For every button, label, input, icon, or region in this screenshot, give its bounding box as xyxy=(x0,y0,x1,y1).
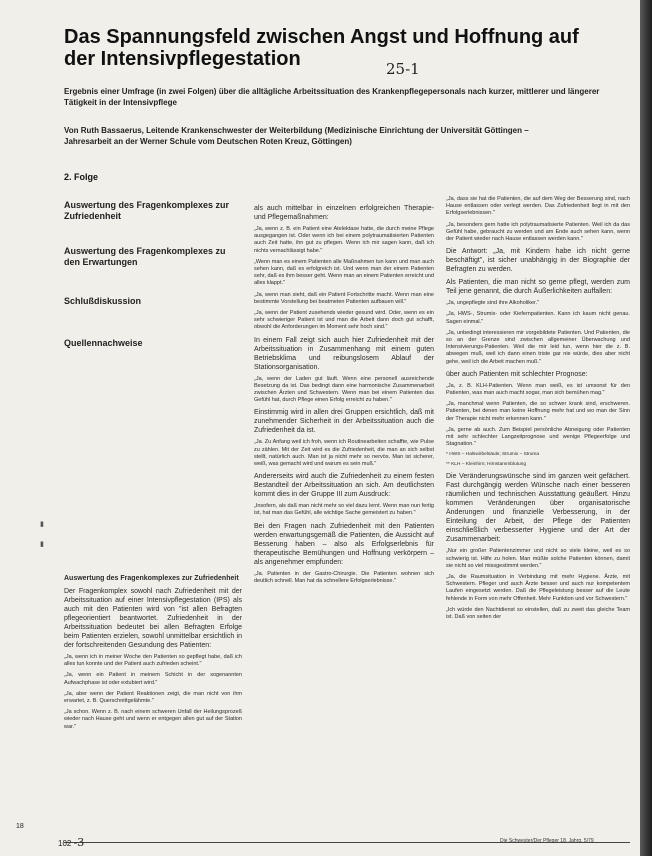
body-paragraph: Bei den Fragen nach Zufriedenheit mit den Patienten werden erwartungsgemäß die Patienten, die Aussicht auf Besserung haben – also als Erfolgserlebnis für therapeutische Bemühungen und Hoffnung verkörpern – als angenehmer empfunden: xyxy=(254,522,434,566)
column-3 xyxy=(446,196,630,836)
article-subtitle: Ergebnis einer Umfrage (in zwei Folgen) über die alltägliche Arbeitssituation des Krankenpflegepersonals nach kurzer, mittlerer und längerer Tätigkeit in der Intensivpflege xyxy=(64,87,600,107)
section-heading: Auswertung des Fragenkomplexes zur Zufriedenheit xyxy=(64,575,239,582)
quote: „Ja. Zu Anfang weil ich froh, wenn ich Routinearbeiten schaffte, wie Pulse zu zählen. Mit der Zeit wird es die Zufriedenheit, die man an sich selbst stellt, natürlich auch. Man ist ja nicht mehr so nervös. Man ist sicherer, weiß, was gemacht wird und warum es sein muß." xyxy=(254,439,434,468)
body-paragraph: Die Antwort: „Ja, mit Kindern habe ich nicht gerne beschäftigt", ist sicher unabhängig in der Biographie der Befragten zu werden. xyxy=(446,248,630,274)
toc-item-zufriedenheit: Auswertung des Fragenkomplexes zur Zufriedenheit xyxy=(64,200,230,221)
toc-item-schlussdiskussion: Schlußdiskussion xyxy=(64,296,142,306)
body-paragraph: als auch mittelbar in einzelnen erfolgreichen Therapie- und Pflegemaßnahmen: xyxy=(254,205,434,221)
quote: „Ja, manchmal wenn Patienten, die so schwer krank sind, erschweren. Patienten, bei denen man keine Hoffnung mehr hat und wo man der Sinn der Therapie nicht mehr erkennen kann." xyxy=(446,401,630,422)
column-1 xyxy=(64,574,242,838)
scan-shadow-edge xyxy=(640,0,652,856)
quote: „Ja, dass sie hat die Patienten, die auf dem Weg der Besserung sind, nach Hause entlassen oder verlegt werden. Das Zufriedenheit liegt in mit den Erfolgserlebnissen." xyxy=(446,196,630,217)
quote: „Ja schon. Wenn z. B. nach einem schweren Unfall der Heilungsprozeß wieder nach Hause geht und wenn er entgegen allen gut auf der Station war." xyxy=(64,709,242,730)
quote: „Ja, wenn z. B. ein Patient eine Atelektase hatte, die durch meine Pflege ausgegangen ist. Oder wenn ich bei einem polytraumatisierten Patienten auch Zeit hatte, ihn gut zu pflegen. Wenn ich mir sagen kann, daß ich nichts vernachlässigt habe." xyxy=(254,226,434,254)
body-paragraph: über auch Patienten mit schlechter Prognose: xyxy=(446,370,588,378)
quote: „Ja, unbedingt interessieren mir vorgebildete Patienten. Und Patienten, die so an der Grenze sind zwischen allgemeiner Überwachung und Intensivierungs-Patienten. Weil die mir leid tun, wenn hier die z. B. abwegen muß, weil ich dann einen triste gar nie würde, dies aber nicht gehe, weil ich die Arbeit machen muß." xyxy=(446,329,630,365)
body-paragraph: Die Veränderungswünsche sind im ganzen weit gefächert. Fast durchgängig werden Wünsche nach einer besseren räumlichen und technischen Ausstattung geäußert. Hinzu kommen Veränderungen über organisatorische Änderungen und finanzielle Verbesserung, in der Einteilung der Arbeit, der Pflege der Patienten einschließlich verbesserter Hygiene und der Art der Zusammenarbeit: xyxy=(446,473,630,544)
body-paragraph: Als Patienten, die man nicht so gerne pflegt, werden zum Teil jene genannt, die durch Äußerlichkeiten auffallen: xyxy=(446,279,630,296)
quote: „Ja, wenn ein Patient in meinem Schicht in der sogenannten Aufwachphase ist oder extubiert wird." xyxy=(64,672,242,686)
quote: „Ja, ungepflegte sind ihre Alkoholiker." xyxy=(446,300,540,307)
column-2 xyxy=(254,204,434,840)
body-paragraph: Einstimmig wird in allen drei Gruppen ersichtlich, daß mit zunehmender Sicherheit in der Arbeitssituation auch die Zufriedenheit da ist. xyxy=(254,409,434,435)
quote: „Ja, HWS-, Strumix- oder Kiefernpatienten. Kann ich kaum nicht genau. Sagen einmal." xyxy=(446,311,630,325)
handwritten-note: 25-1 xyxy=(386,60,420,78)
quote: „Wenn man es einem Patienten alle Maßnahmen tun kann und man auch sehen kann, daß es erfolgreich ist. Und wenn man der einem Patienten sehr, daß es ihm besser geht. Wenn man an einem Patienten erreicht und alles klappt." xyxy=(254,258,434,287)
body-paragraph: Der Fragenkomplex sowohl nach Zufriedenheit mit der Arbeitssituation auf einer Intensivpflegestation (IPS) als auch mit den Patienten wird von "ist allen Befragten pflegeorientiert beantwortet. Zufriedenheit in der Arbeitssituation bedeutet bei allen Befragten Erfolge beim Patienten erzielen, sowohl unmittelbar ersichtlich in der fortschreitenden Gesundung des Patienten: xyxy=(64,588,242,649)
quote: „Nur ein großer Patientenzimmer und nicht so viele kleine, weil es so schwierig ist. Hilfe zu holen. Man müßte solche Patienten können, damit sie nicht so viel missgestimmt werden." xyxy=(446,548,630,569)
quote: „Ja, z. B. KLH-Patienten. Wenn man weiß, es ist umsonst für den Patienten, was man auch macht sogar, man sich bemühen mag." xyxy=(446,382,630,397)
footnote: * HWS – Halswirbelsäule; Strumix – Struma xyxy=(446,452,540,458)
page-number xyxy=(58,836,84,849)
article-title: Das Spannungsfeld zwischen Angst und Hoffnung auf der Intensivpflegestation xyxy=(64,26,579,70)
quote: „Ja, wenn der Patient zusehends wieder gesund wird. Oder, wenn es ein sehr schwieriger Patient ist und man die Arbeit dann doch gut schafft, obwohl die Anforderungen im Moment sehr hoch sind." xyxy=(254,310,434,331)
quote: „Ja, wenn der Laden gut läuft. Wenn eine personell ausreichende Besetzung da ist. Das bedingt dann eine harmonische Zusammenarbeit zwischen Ärzten und Schwestern. Wenn man bei einem Patienten das Gefühl hat, durch Pflege einen Erfolg erreicht zu haben." xyxy=(254,375,434,404)
journal-footer: Die Schwester/Der Pfleger 18. Jahrg. 5/79 xyxy=(500,838,594,844)
part-label: 2. Folge xyxy=(64,172,99,182)
footnote: ** KLH – Kleinhirn; Hirnstammblutung xyxy=(446,462,526,468)
quote: „Ja, die Raumsituation in Verbindung mit mehr Hygiene. Ärzte, mit Schwestern. Pfleger und auch Ärzte besser und auch nur kompetentem Laufen eingesetzt werden. Daß die Pflegeleistung besser auf die Leute fehlende in Form von mehr Offenheit. Mehr Funktion und vor Schwestern." xyxy=(446,574,630,602)
margin-mark: ▮ xyxy=(40,541,44,548)
toc-item-quellennachweise: Quellennachweise xyxy=(64,338,143,348)
page-number-value: 102 xyxy=(58,839,72,848)
quote: „Insofern, als daß man nicht mehr so viel dazu lernt. Wenn man nun fertig ist, hat man das Gefühl, alle wichtige Sache gemeistert zu haben." xyxy=(254,503,434,517)
quote: „Ja, besonders gern hatte ich polytraumatisierte Patienten. Weil ich da das Gefühl habe, gebraucht zu werden und am Ende auch sehen kann, wenn der Patient wieder nach Hause entlassen werden kann." xyxy=(446,221,630,243)
page-handwritten-mark: -3 xyxy=(73,836,85,849)
author-line: Von Ruth Bassaerus, Leitende Krankenschwester der Weiterbildung (Medizinische Einrichtung der Universität Göttingen – Jahresarbeit an der Werner Schule vom Deutschen Roten Kreuz, Göttingen) xyxy=(64,126,529,146)
toc-item-erwartungen: Auswertung des Fragenkomplexes zu den Erwartungen xyxy=(64,246,226,267)
quote: „Ich würde den Nachtdienst so einstellen, daß zu zweit das gleiche Team ist. Daß von seiten der xyxy=(446,606,630,621)
left-margin-number: 18 xyxy=(16,823,24,830)
quote: „Ja, wenn man sieht, daß ein Patient Fortschritte macht. Wenn man eine bestimmte Vorstellung bei beatmeten Patienten aufbauen will." xyxy=(254,291,434,305)
body-paragraph: In einem Fall zeigt sich auch hier Zufriedenheit mit der Arbeitssituation in Zusammenhang mit einem guten Betriebsklima und reibungslosem Ablauf der Stationsorganisation. xyxy=(254,336,434,371)
margin-mark: ▮ xyxy=(40,521,44,528)
quote: „Ja, wenn ich in meiner Woche den Patienten so gepflegt habe, daß ich alles tun konnte und der Patient auch zufrieden scheint." xyxy=(64,654,242,668)
quote: „Ja, aber wenn der Patient Reaktionen zeigt, die man nicht von ihm erwartet, z. B. Querschnittgelähmte." xyxy=(64,690,242,705)
quote: „Ja. Patienten in der Gastro-Chirurgie. Die Patienten wohnen sich deutlich schnell. Man hat da schnellere Erfolgserlebnisse." xyxy=(254,570,434,584)
body-paragraph: Andererseits wird auch die Zufriedenheit zu einem festen Bestandteil der Arbeitssituation an sich. Am deutlichsten kommt dies in der Gruppe III zum Ausdruck: xyxy=(254,473,434,499)
quote: „Ja, gerne ab auch. Zum Beispiel persönliche Abneigung oder Patienten mit sehr schlechter Langzeitprognose und wenige Pflegeerfolge und Stagnation." xyxy=(446,426,630,448)
